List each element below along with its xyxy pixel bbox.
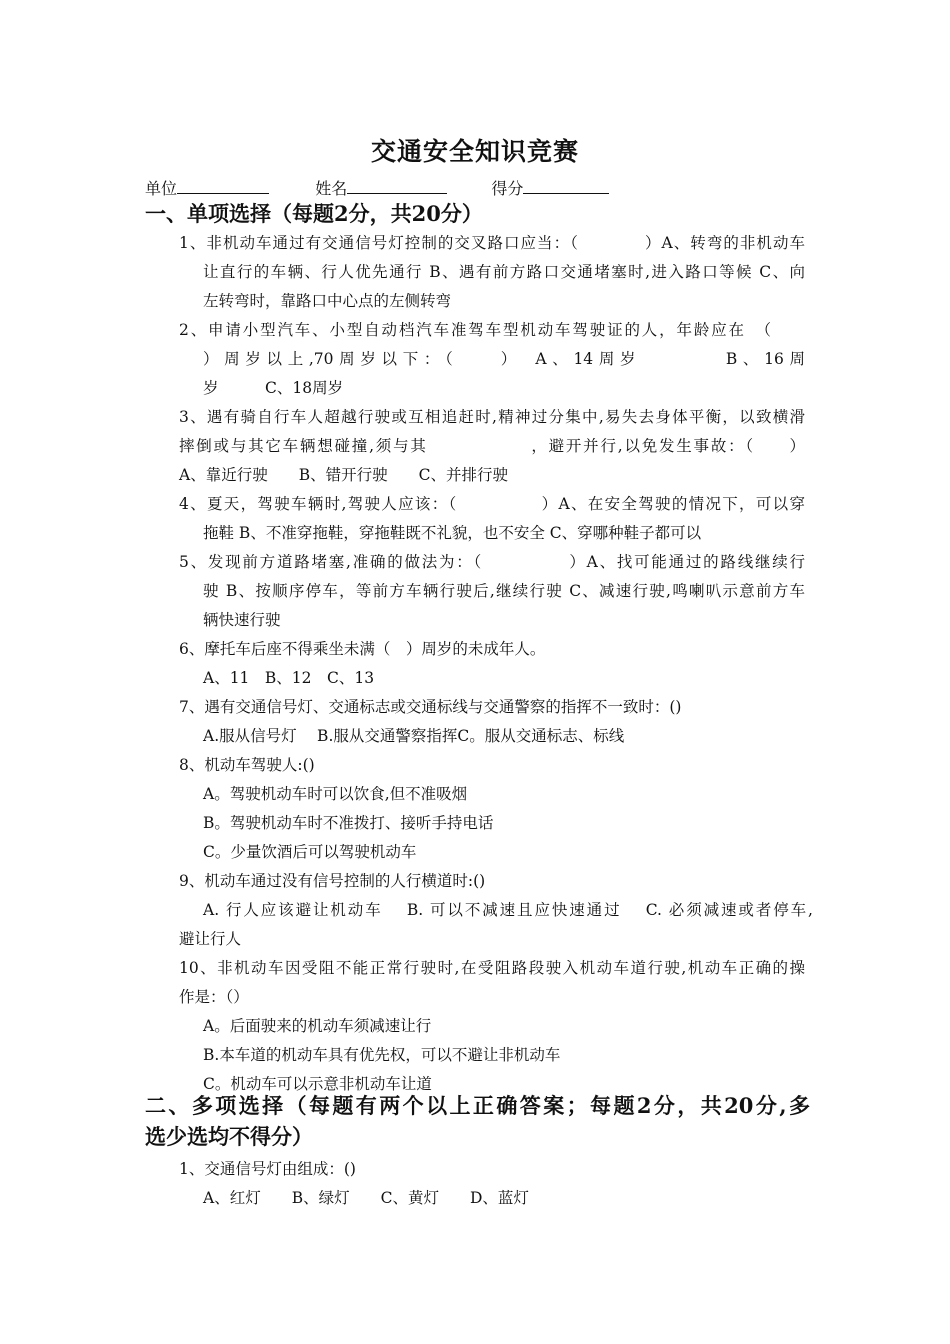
text-line: 6、摩托车后座不得乘坐未满（ ）周岁的未成年人。: [179, 640, 546, 658]
text-line: A.服从信号灯 B.服从交通警察指挥C。服从交通标志、标线: [203, 727, 625, 745]
text-line: 岁 C、18周岁: [203, 379, 344, 397]
header-fields: [145, 176, 609, 199]
text-line: 让直行的车辆、行人优先通行 B、遇有前方路口交通堵塞时,进入路口等候 C、向: [203, 263, 805, 281]
text-line: A. 行人应该避让机动车 B. 可以不减速且应快速通过 C. 必须减速或者停车,: [203, 901, 813, 919]
section-heading-multi: 二、多项选择（每题有两个以上正确答案；每题2分，共20分,多: [145, 1093, 810, 1118]
unit-label: 单位: [145, 179, 178, 198]
text-line: A、靠近行驶 B、错开行驶 C、并排行驶: [179, 466, 508, 484]
text-line: A、红灯 B、绿灯 C、黄灯 D、蓝灯: [203, 1189, 529, 1207]
text-line: 9、机动车通过没有信号控制的人行横道时:(): [179, 872, 486, 890]
text-line: 5、发现前方道路堵塞,准确的做法为：（ ）A、找可能通过的路线继续行: [179, 553, 805, 571]
text-line: 拖鞋 B、不准穿拖鞋，穿拖鞋既不礼貌，也不安全 C、穿哪种鞋子都可以: [203, 524, 702, 542]
section-heading-multi-cont: 选少选均不得分）: [145, 1124, 313, 1149]
text-line: B.本车道的机动车具有优先权，可以不避让非机动车: [203, 1046, 561, 1064]
text-line: 1、非机动车通过有交通信号灯控制的交叉路口应当：（ ）A、转弯的非机动车: [179, 234, 805, 252]
text-line: ）周岁以上,70周岁以下：（ ） A、14周岁 B、16周: [203, 350, 805, 368]
text-line: 避让行人: [179, 930, 242, 948]
text-line: 摔倒或与其它车辆想碰撞,须与其 ，避开并行,以免发生事故：（ ）: [179, 437, 805, 455]
unit-blank[interactable]: [177, 176, 269, 194]
text-line: 10、非机动车因受阻不能正常行驶时,在受阻路段驶入机动车道行驶,机动车正确的操: [179, 959, 805, 977]
text-line: 2、申请小型汽车、小型自动档汽车准驾车型机动车驾驶证的人，年龄应在 （: [179, 321, 771, 339]
name-blank[interactable]: [347, 176, 447, 194]
text-line: C。少量饮酒后可以驾驶机动车: [203, 843, 417, 861]
text-line: 8、机动车驾驶人:(): [179, 756, 315, 774]
text-line: 3、遇有骑自行车人超越行驶或互相追赶时,精神过分集中,易失去身体平衡，以致横滑: [179, 408, 805, 426]
text-line: 驶 B、按顺序停车，等前方车辆行驶后,继续行驶 C、减速行驶,鸣喇叭示意前方车: [203, 582, 805, 600]
section-heading-single: 一、单项选择（每题2分，共20分）: [145, 201, 483, 226]
text-line: 左转弯时，靠路口中心点的左侧转弯: [203, 292, 452, 310]
score-blank[interactable]: [523, 176, 609, 194]
text-line: 辆快速行驶: [203, 611, 281, 629]
text-line: A、11 B、12 C、13: [203, 669, 375, 687]
page-title: 交通安全知识竞赛: [370, 137, 579, 166]
text-line: 1、交通信号灯由组成：(): [179, 1160, 356, 1178]
text-line: 7、遇有交通信号灯、交通标志或交通标线与交通警察的指挥不一致时：(): [179, 698, 682, 716]
text-line: B。驾驶机动车时不准拨打、接听手持电话: [203, 814, 494, 832]
text-line: 4、夏天，驾驶车辆时,驾驶人应该：（ ）A、在安全驾驶的情况下，可以穿: [179, 495, 805, 513]
text-line: A。驾驶机动车时可以饮食,但不准吸烟: [203, 785, 468, 803]
score-label: 得分: [491, 179, 524, 198]
name-label: 姓名: [315, 179, 348, 198]
text-line: 作是：（）: [179, 988, 249, 1006]
text-line: A。后面驶来的机动车须减速让行: [203, 1017, 432, 1035]
text-line: C。机动车可以示意非机动车让道: [203, 1075, 432, 1093]
